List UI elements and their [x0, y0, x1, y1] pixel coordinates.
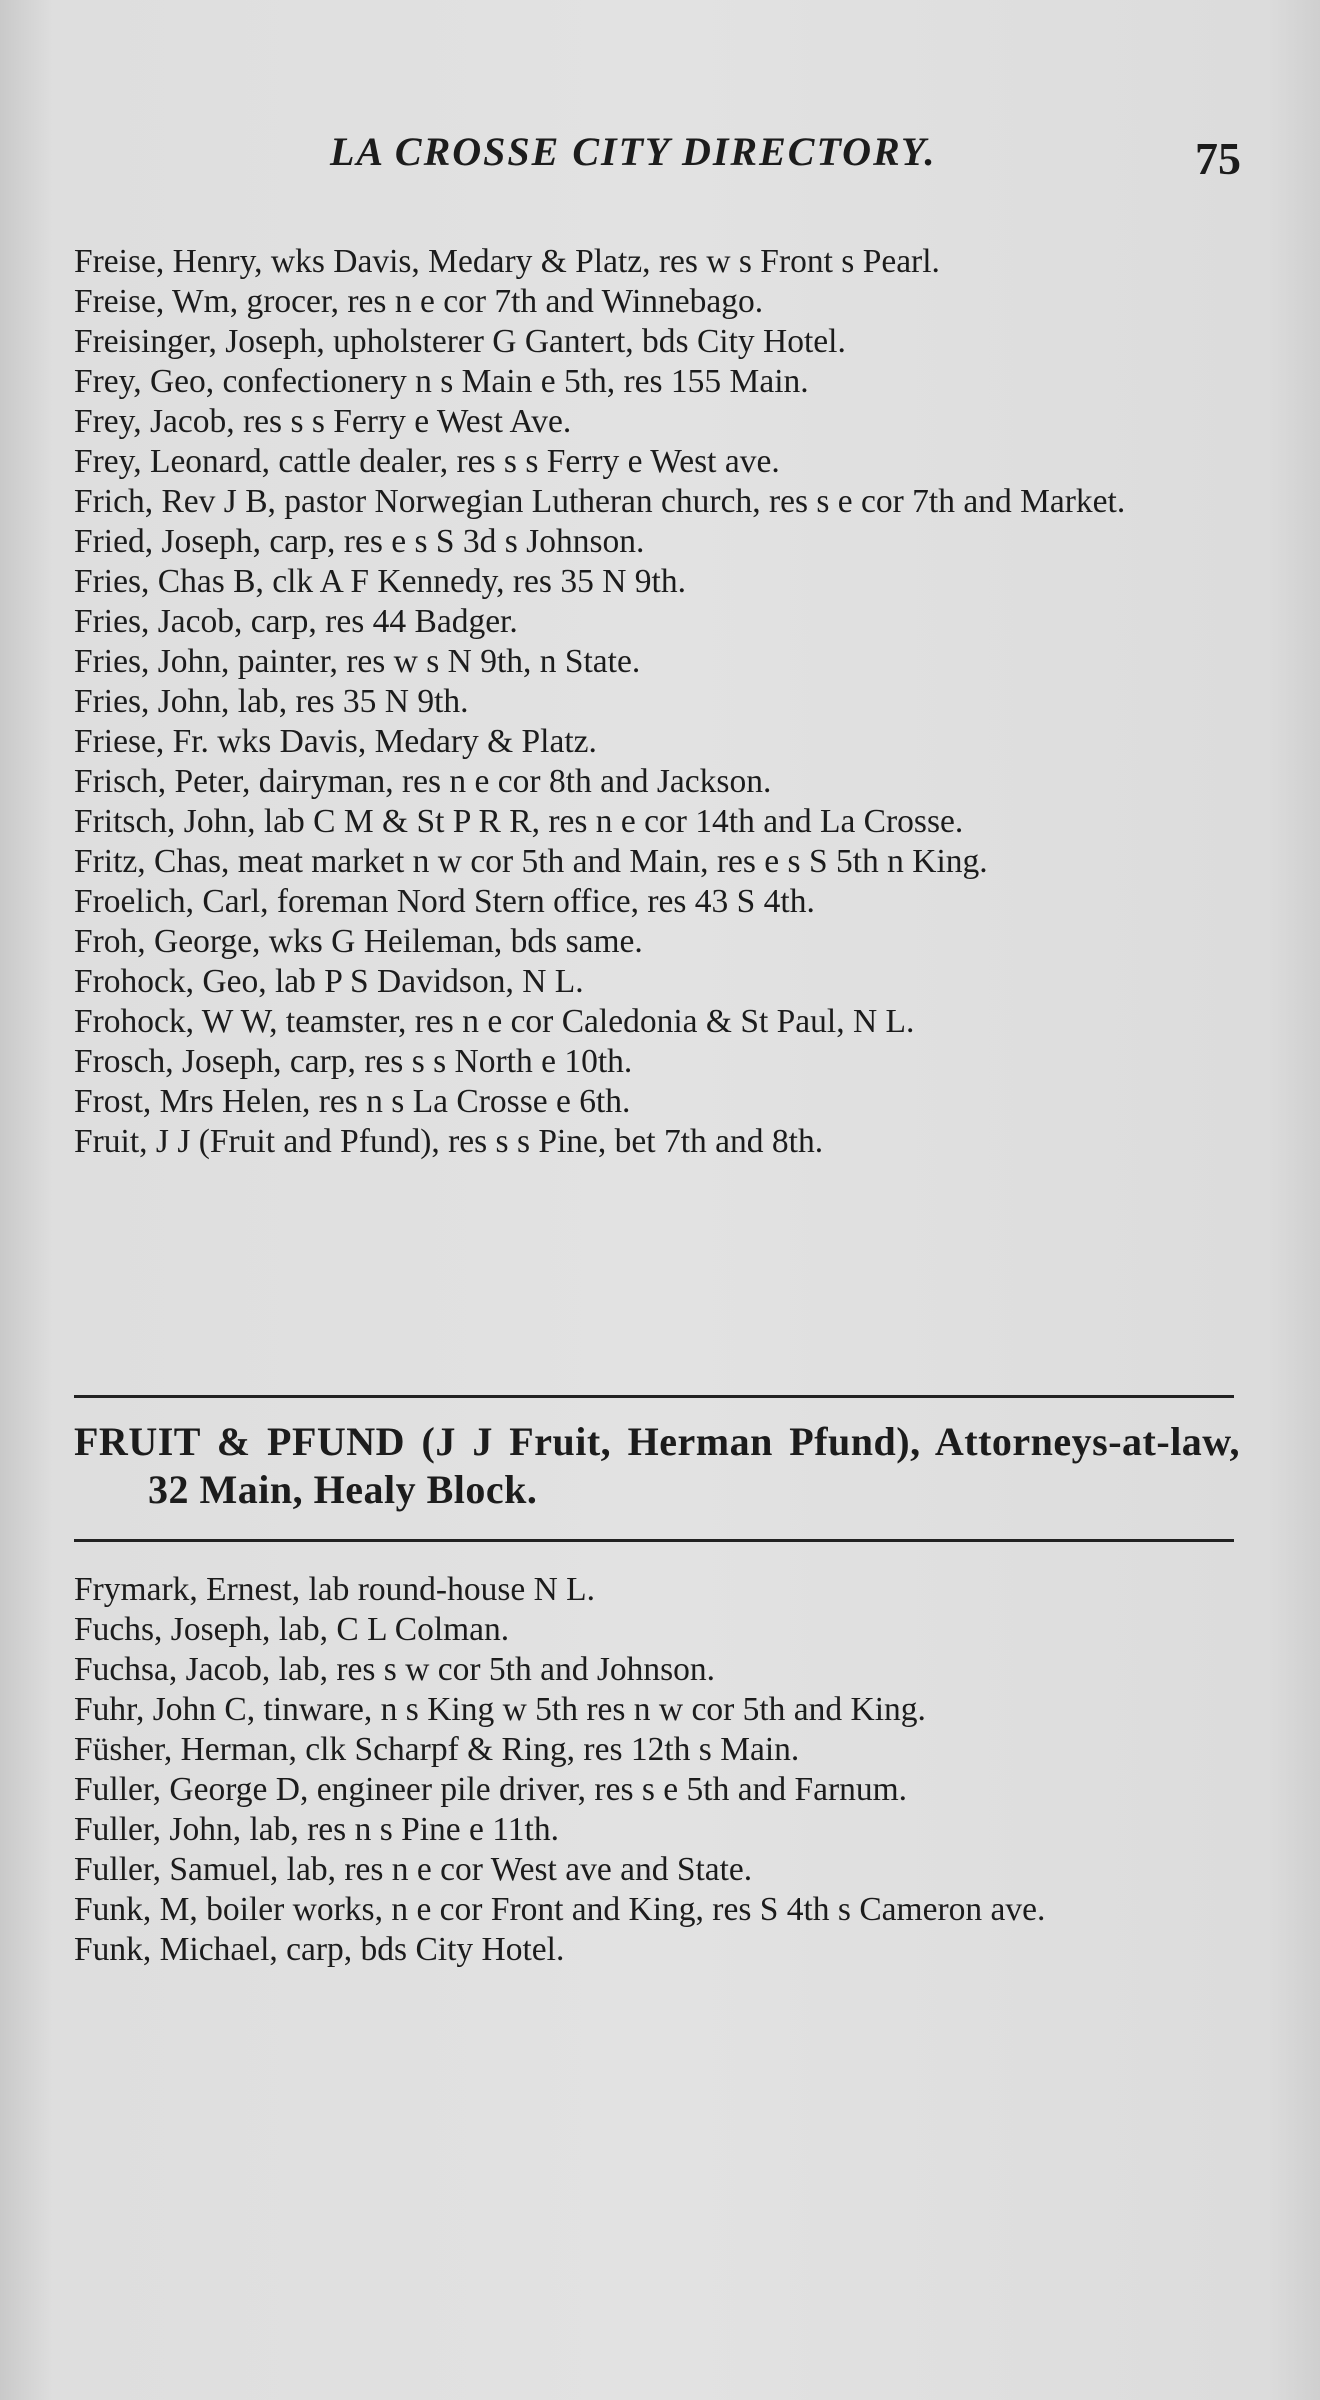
directory-entry: Fuchs, Joseph, lab, C L Colman. [74, 1611, 510, 1648]
directory-entry: Fries, John, painter, res w s N 9th, n State. [74, 643, 641, 680]
directory-entry: Füsher, Herman, clk Scharpf & Ring, res 12th s Main. [74, 1731, 800, 1768]
directory-entry: Fries, John, lab, res 35 N 9th. [74, 683, 469, 720]
directory-entry: Fuller, George D, engineer pile driver, res s e 5th and Farnum. [74, 1771, 908, 1808]
directory-entry: Frich, Rev J B, pastor Norwegian Lutheran church, res s e cor 7th and Market. [74, 483, 1126, 520]
directory-entry: Freisinger, Joseph, upholsterer G Gantert, bds City Hotel. [74, 323, 846, 360]
directory-entry: Frey, Jacob, res s s Ferry e West Ave. [74, 403, 572, 440]
directory-entry: Fuller, Samuel, lab, res n e cor West ave and State. [74, 1851, 753, 1888]
directory-entry: Fritsch, John, lab C M & St P R R, res n e cor 14th and La Crosse. [74, 803, 964, 840]
directory-entry: Freise, Henry, wks Davis, Medary & Platz, res w s Front s Pearl. [74, 243, 940, 280]
directory-entry: Fries, Jacob, carp, res 44 Badger. [74, 603, 518, 640]
directory-entry: Frisch, Peter, dairyman, res n e cor 8th and Jackson. [74, 763, 772, 800]
directory-entry: Fries, Chas B, clk A F Kennedy, res 35 N 9th. [74, 563, 686, 600]
directory-entries-top [74, 242, 1240, 1162]
directory-entries-bottom [74, 1570, 1240, 1970]
advertisement-entry: FRUIT & PFUND (J J Fruit, Herman Pfund), Attorneys-at-law, 32 Main, Healy Block. [74, 1419, 1240, 1512]
directory-entry: Frey, Geo, confectionery n s Main e 5th, res 155 Main. [74, 363, 809, 400]
directory-entry: Fruit, J J (Fruit and Pfund), res s s Pine, bet 7th and 8th. [74, 1123, 824, 1160]
directory-entry: Frohock, W W, teamster, res n e cor Caledonia & St Paul, N L. [74, 1003, 915, 1040]
directory-entry: Frymark, Ernest, lab round-house N L. [74, 1571, 596, 1608]
directory-entry: Funk, Michael, carp, bds City Hotel. [74, 1931, 565, 1968]
directory-entry: Fritz, Chas, meat market n w cor 5th and Main, res e s S 5th n King. [74, 843, 988, 880]
divider-rule [74, 1395, 1234, 1398]
directory-entry: Fuchsa, Jacob, lab, res s w cor 5th and Johnson. [74, 1651, 716, 1688]
directory-entry: Fuhr, John C, tinware, n s King w 5th res n w cor 5th and King. [74, 1691, 926, 1728]
directory-entry: Frost, Mrs Helen, res n s La Crosse e 6th. [74, 1083, 631, 1120]
directory-entry: Funk, M, boiler works, n e cor Front and King, res S 4th s Cameron ave. [74, 1891, 1046, 1928]
directory-entry: Fried, Joseph, carp, res e s S 3d s Johnson. [74, 523, 645, 560]
directory-entry: Fuller, John, lab, res n s Pine e 11th. [74, 1811, 559, 1848]
directory-entry: Froelich, Carl, foreman Nord Stern office, res 43 S 4th. [74, 883, 815, 920]
directory-entry: Frey, Leonard, cattle dealer, res s s Ferry e West ave. [74, 443, 780, 480]
divider-rule [74, 1539, 1234, 1542]
directory-entry: Frosch, Joseph, carp, res s s North e 10th. [74, 1043, 633, 1080]
directory-entry: Froh, George, wks G Heileman, bds same. [74, 923, 643, 960]
directory-entry: Freise, Wm, grocer, res n e cor 7th and Winnebago. [74, 283, 764, 320]
running-title: LA CROSSE CITY DIRECTORY. [330, 129, 937, 174]
directory-entry: Friese, Fr. wks Davis, Medary & Platz. [74, 723, 597, 760]
page-number: 75 [1195, 133, 1241, 184]
directory-entry: Frohock, Geo, lab P S Davidson, N L. [74, 963, 584, 1000]
